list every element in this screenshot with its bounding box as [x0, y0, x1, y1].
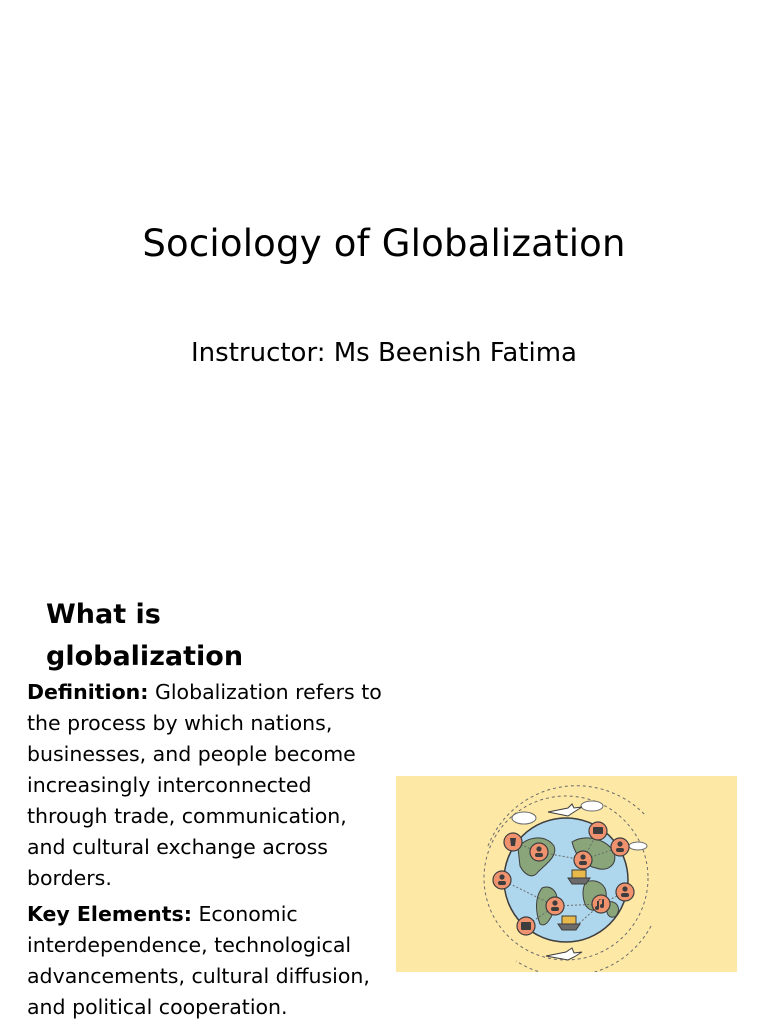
definition-label: Definition: — [27, 680, 149, 704]
globe-network-illustration — [396, 776, 737, 972]
key-elements-text: Economic interdependence, technological advancements, cultural diffusion, and political cooperation. — [27, 902, 370, 1019]
slide-title: Sociology of Globalization — [142, 222, 626, 265]
cargo-ship-icon — [562, 916, 576, 924]
key-elements-paragraph — [27, 899, 389, 1023]
music-node-icon — [592, 895, 610, 913]
definition-paragraph — [27, 677, 389, 894]
person-node-icon — [574, 851, 592, 869]
slide-body — [27, 677, 389, 1028]
content-slide — [0, 560, 768, 1024]
person-node-icon — [611, 838, 629, 856]
airplane-icon — [548, 804, 582, 816]
airplane-icon — [546, 948, 582, 960]
person-node-icon — [530, 843, 548, 861]
cargo-ship-icon — [572, 870, 586, 878]
person-node-icon — [616, 883, 634, 901]
definition-text: Globalization refers to the process by which nations, businesses, and people become increasingly interconnected through trade, communication, and cultural exchange across borders. — [27, 680, 382, 890]
person-node-icon — [546, 897, 564, 915]
slide-heading: What is globalization — [46, 599, 244, 672]
globe-network-svg — [396, 776, 737, 972]
key-elements-label: Key Elements: — [27, 902, 192, 926]
person-node-icon — [493, 871, 511, 889]
slide-subtitle: Instructor: Ms Beenish Fatima — [191, 338, 577, 368]
